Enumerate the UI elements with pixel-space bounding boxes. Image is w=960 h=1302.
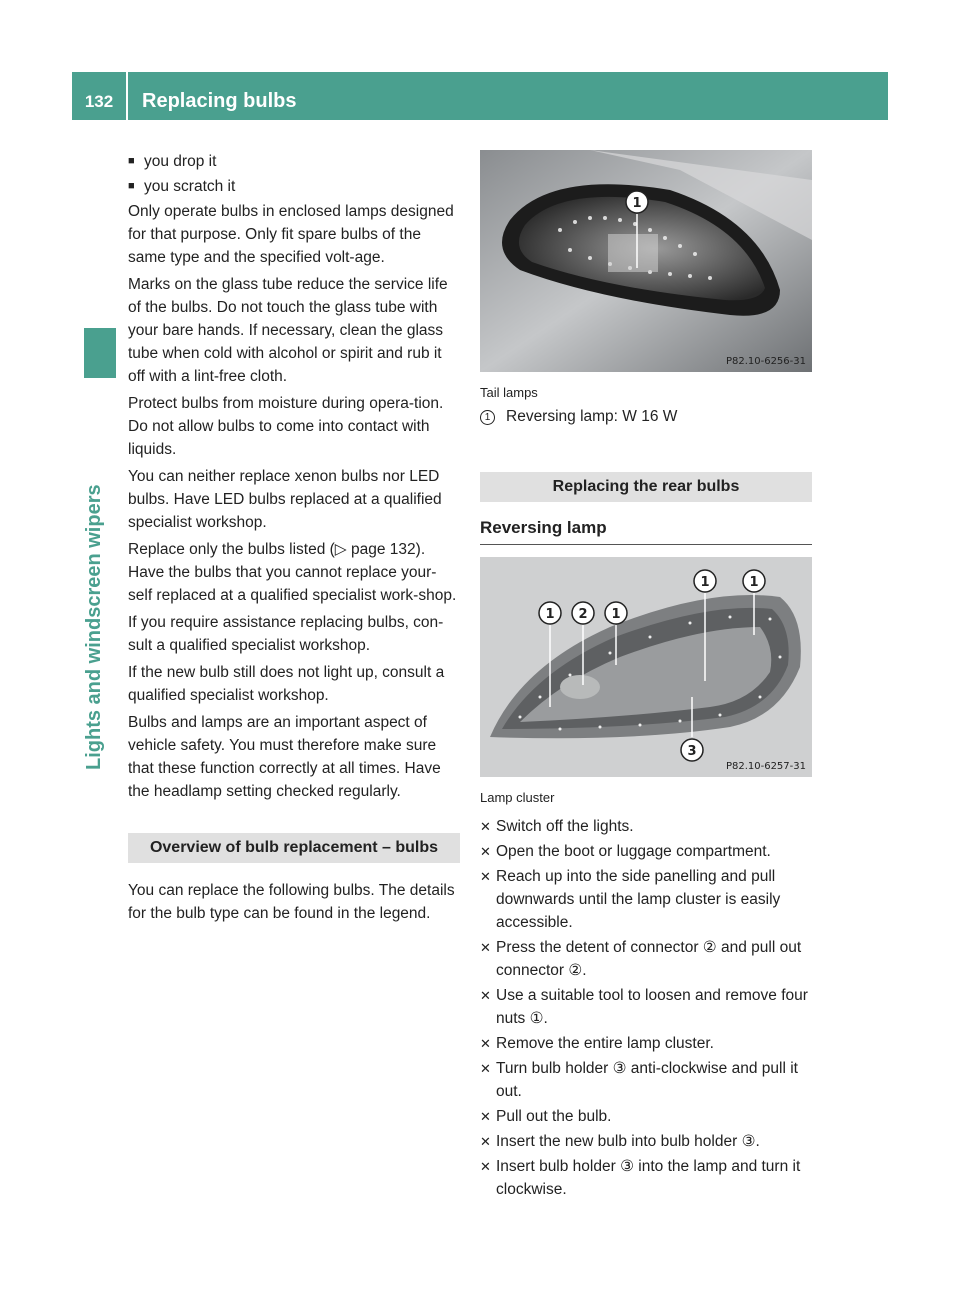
figure-caption: Tail lamps <box>480 385 538 400</box>
list-item <box>480 1155 812 1201</box>
right-column <box>480 150 812 1203</box>
step-arrow-icon: ✕ <box>480 940 491 955</box>
step-arrow-icon: ✕ <box>480 1159 491 1174</box>
list-item <box>480 865 812 934</box>
list-item <box>480 840 812 863</box>
subsection-heading: Reversing lamp <box>480 518 812 545</box>
svg-text:1: 1 <box>611 607 621 622</box>
callout-number-icon: 1 <box>480 410 495 425</box>
step-text: Insert the new bulb into bulb holder ③. <box>496 1133 760 1150</box>
bullet-icon: ■ <box>128 180 135 192</box>
step-text: Use a suitable tool to loosen and remove four nuts ①. <box>496 987 808 1027</box>
bullet-text: you scratch it <box>144 178 236 195</box>
bullet-icon: ■ <box>128 155 135 167</box>
list-item <box>480 1130 812 1153</box>
paragraph: Bulbs and lamps are an important aspect of vehicle safety. You must therefore make sure that these function correctly at all times. Have the headlamp setting checked regularly. <box>128 714 441 800</box>
lamp-cluster-photo <box>480 557 812 777</box>
svg-text:3: 3 <box>687 744 697 759</box>
paragraph: Replace only the bulbs listed (▷ page 132). Have the bulbs that you cannot replace your-self replaced at a qualified specialist work-shop. <box>128 541 457 604</box>
svg-text:1: 1 <box>749 575 759 590</box>
list-item <box>480 936 812 982</box>
step-text: Pull out the bulb. <box>496 1108 612 1125</box>
step-arrow-icon: ✕ <box>480 1036 491 1051</box>
page-header <box>72 72 888 120</box>
list-item <box>128 175 460 198</box>
list-item <box>480 1057 812 1103</box>
step-text: Press the detent of connector ② and pull out connector ②. <box>496 939 802 979</box>
paragraph: Protect bulbs from moisture during opera-tion. Do not allow bulbs to come into contact with liquids. <box>128 395 444 458</box>
paragraph: If you require assistance replacing bulbs, con-sult a qualified specialist workshop. <box>128 614 444 654</box>
section-heading: Overview of bulb replacement – bulbs <box>128 833 460 863</box>
paragraph: Only operate bulbs in enclosed lamps designed for that purpose. Only fit spare bulbs of the same type and the specified volt-age. <box>128 203 454 266</box>
svg-text:1: 1 <box>545 607 555 622</box>
list-item <box>480 1105 812 1128</box>
step-text: Remove the entire lamp cluster. <box>496 1035 714 1052</box>
svg-text:1: 1 <box>632 196 642 211</box>
legend-item <box>480 406 812 428</box>
step-text: Turn bulb holder ③ anti-clockwise and pull it out. <box>496 1060 798 1100</box>
page-title: Replacing bulbs <box>142 90 297 112</box>
instruction-list <box>480 815 812 1201</box>
photo-code: P82.10-6257-31 <box>725 761 806 772</box>
list-item <box>128 150 460 173</box>
section-heading: Replacing the rear bulbs <box>480 472 812 502</box>
bullet-text: you drop it <box>144 153 217 170</box>
step-arrow-icon: ✕ <box>480 988 491 1003</box>
header-divider <box>126 72 128 120</box>
paragraph: Marks on the glass tube reduce the service life of the bulbs. Do not touch the glass tube with your bare hands. If necessary, clean the glass tube when cold with alcohol or spirit and rub it off with a lint-free cloth. <box>128 276 448 385</box>
svg-text:2: 2 <box>578 607 588 622</box>
photo-code: P82.10-6256-31 <box>725 356 806 367</box>
page-number: 132 <box>84 92 114 111</box>
list-item <box>480 815 812 838</box>
paragraph: If the new bulb still does not light up, consult a qualified specialist workshop. <box>128 664 445 704</box>
step-arrow-icon: ✕ <box>480 1061 491 1076</box>
step-text: Reach up into the side panelling and pull downwards until the lamp cluster is easily accessible. <box>496 868 781 931</box>
step-arrow-icon: ✕ <box>480 869 491 884</box>
step-text: Switch off the lights. <box>496 818 634 835</box>
step-text: Insert bulb holder ③ into the lamp and turn it clockwise. <box>496 1158 801 1198</box>
chapter-label: Lights and windscreen wipers <box>83 484 105 770</box>
figure-caption: Lamp cluster <box>480 790 555 805</box>
step-arrow-icon: ✕ <box>480 819 491 834</box>
tail-lamp-photo <box>480 150 812 372</box>
step-arrow-icon: ✕ <box>480 1134 491 1149</box>
step-text: Open the boot or luggage compartment. <box>496 843 771 860</box>
paragraph: You can neither replace xenon bulbs nor LED bulbs. Have LED bulbs replaced at a qualified specialist workshop. <box>128 468 442 531</box>
list-item <box>480 984 812 1030</box>
legend-text: Reversing lamp: W 16 W <box>506 408 678 425</box>
left-column <box>128 150 460 929</box>
svg-text:1: 1 <box>700 575 710 590</box>
step-arrow-icon: ✕ <box>480 844 491 859</box>
paragraph: You can replace the following bulbs. The details for the bulb type can be found in the legend. <box>128 882 455 922</box>
list-item <box>480 1032 812 1055</box>
step-arrow-icon: ✕ <box>480 1109 491 1124</box>
